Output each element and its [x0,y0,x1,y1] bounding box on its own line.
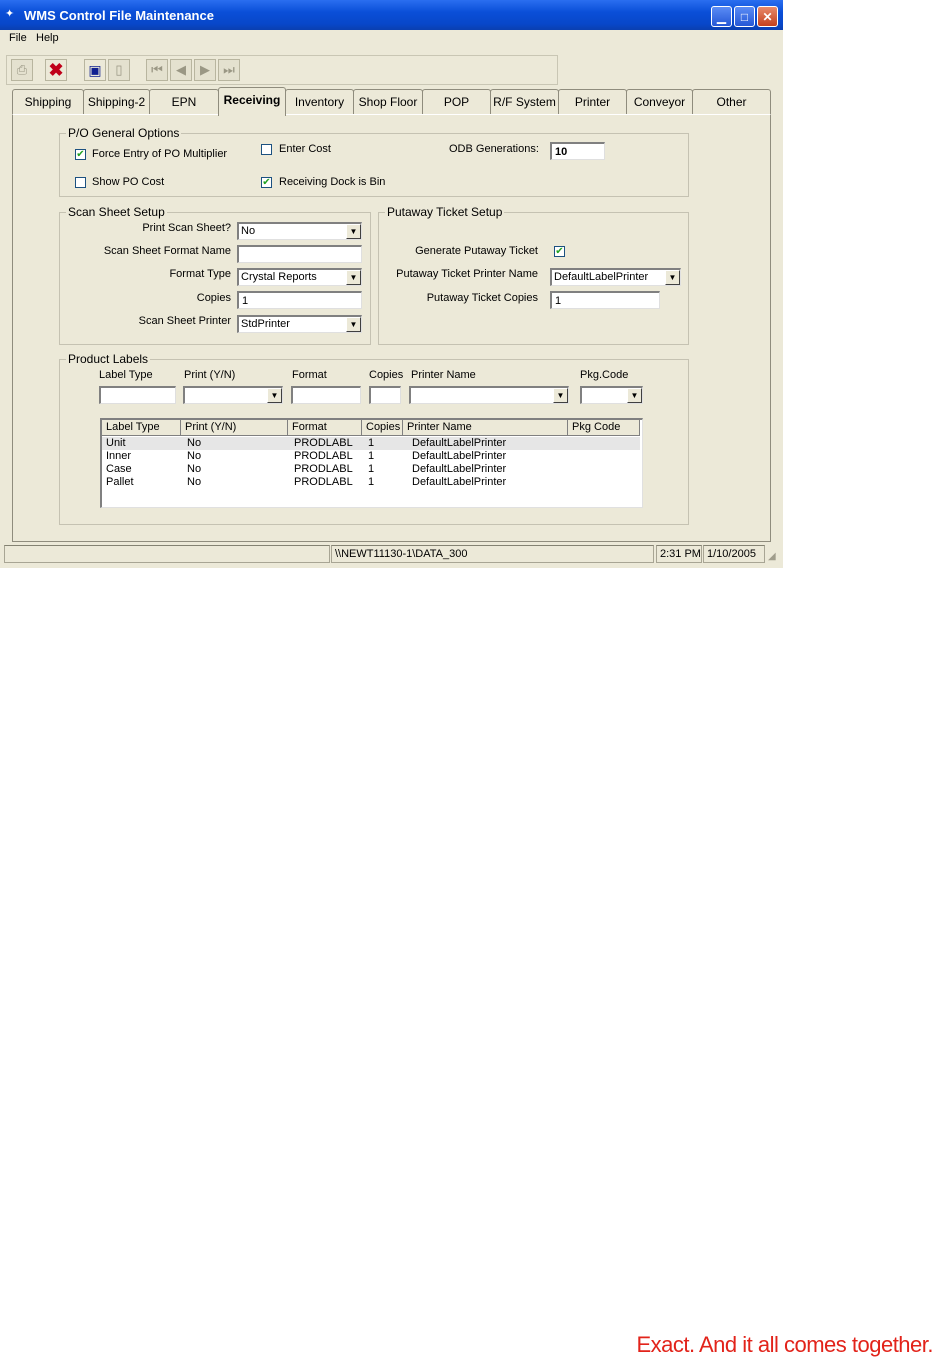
chevron-down-icon[interactable]: ▼ [346,270,361,285]
tab-printer[interactable]: Printer [558,89,627,114]
grid-cell: Unit [106,437,126,449]
label-type-input[interactable] [99,386,176,404]
format-input[interactable] [291,386,361,404]
print-yn-select[interactable] [183,386,283,404]
grid-header-copies[interactable]: Copies [362,420,403,436]
tab-shipping-2[interactable]: Shipping-2 [83,89,150,114]
slogan-text: Exact. And it all comes together. [636,1332,933,1357]
menu-file[interactable]: File [9,32,27,44]
minimize-button[interactable]: ▁ [711,6,732,27]
show-po-cost-checkbox[interactable] [75,177,86,188]
table-row[interactable] [102,476,640,489]
printer-name-select[interactable] [409,386,569,404]
chevron-down-icon[interactable]: ▼ [346,317,361,332]
chevron-down-icon[interactable]: ▼ [346,224,361,239]
copies-header: Copies [369,369,404,381]
product-labels-grid[interactable] [100,418,643,508]
last-record-icon[interactable]: ⏭ [218,59,240,81]
grid-cell: No [187,437,202,449]
scan-sheet-format-name-label: Scan Sheet Format Name [103,245,231,257]
tab-other[interactable]: Other [692,89,771,114]
scan-sheet-setup-title: Scan Sheet Setup [68,205,165,219]
odb-generations-input[interactable]: 10 [550,142,605,160]
status-date: 1/10/2005 [703,545,765,563]
print-scan-sheet-label: Print Scan Sheet? [142,222,231,234]
status-path: \\NEWT11130-1\DATA_300 [331,545,654,563]
putaway-copies-input[interactable]: 1 [550,291,660,309]
show-po-cost-label: Show PO Cost [92,176,165,188]
grid-cell: PRODLABL [294,450,353,462]
table-row[interactable] [102,463,640,476]
table-row[interactable] [102,437,640,450]
grid-cell: No [187,476,202,488]
generate-putaway-label: Generate Putaway Ticket [415,245,538,257]
format-header: Format [292,369,327,381]
grid-cell: 1 [368,476,375,488]
generate-putaway-checkbox[interactable]: ✔ [555,246,564,257]
format-type-select[interactable] [237,268,362,286]
grid-header-format[interactable]: Format [288,420,362,436]
grid-cell: Pallet [106,476,134,488]
status-pane-empty [4,545,330,563]
grid-cell: 1 [368,437,375,449]
putaway-ticket-setup-title: Putaway Ticket Setup [387,205,503,219]
toolbar [6,55,558,85]
grid-cell: PRODLABL [294,463,353,475]
grid-cell: DefaultLabelPrinter [412,450,507,462]
putaway-printer-value: DefaultLabelPrinter [554,271,649,283]
tab-rf-system[interactable]: R/F System [490,89,559,114]
title-bar[interactable] [0,0,783,30]
copy-icon[interactable]: ▯ [108,59,130,81]
scan-sheet-printer-select[interactable] [237,315,362,333]
scan-sheet-printer-value: StdPrinter [241,318,290,330]
copies-input[interactable]: 1 [237,291,362,309]
next-record-icon[interactable]: ▶ [194,59,216,81]
putaway-printer-select[interactable] [550,268,681,286]
delete-icon[interactable]: ✖ [45,59,67,81]
previous-record-icon[interactable]: ◀ [170,59,192,81]
app-window [0,0,783,568]
tab-conveyor[interactable]: Conveyor [626,89,693,114]
print-scan-sheet-value: No [241,225,256,237]
receiving-dock-bin-label: Receiving Dock is Bin [279,176,386,188]
tab-pop[interactable]: POP [422,89,491,114]
pkg-code-select[interactable] [580,386,643,404]
maximize-button[interactable]: □ [734,6,755,27]
po-general-options-title: P/O General Options [68,126,180,140]
copies-grid-input[interactable] [369,386,401,404]
printer-name-header: Printer Name [411,369,476,381]
label-type-header: Label Type [99,369,153,381]
close-button[interactable]: ✕ [757,6,778,27]
grid-cell: DefaultLabelPrinter [412,463,507,475]
chevron-down-icon[interactable]: ▼ [627,388,642,403]
grid-cell: Case [106,463,132,475]
copies-label: Copies [196,292,231,304]
force-entry-label: Force Entry of PO Multiplier [92,148,228,160]
odb-generations-label: ODB Generations: [449,143,539,155]
grid-header-printer-name[interactable]: Printer Name [403,420,568,436]
first-record-icon[interactable]: ⏮ [146,59,168,81]
putaway-printer-label: Putaway Ticket Printer Name [396,268,538,280]
print-yn-header: Print (Y/N) [184,369,236,381]
grid-header-label-type[interactable]: Label Type [102,420,181,436]
table-row[interactable] [102,450,640,463]
print-icon[interactable]: ⎙ [11,59,33,81]
save-icon[interactable]: ▣ [84,59,106,81]
grid-cell: 1 [368,450,375,462]
enter-cost-label: Enter Cost [279,143,331,155]
putaway-copies-label: Putaway Ticket Copies [426,292,538,304]
grid-cell: Inner [106,450,132,462]
scan-sheet-printer-label: Scan Sheet Printer [138,315,231,327]
product-labels-title: Product Labels [68,352,149,366]
grid-cell: 1 [368,463,375,475]
tab-shipping[interactable]: Shipping [12,89,84,114]
menu-help[interactable]: Help [36,32,59,44]
force-entry-checkbox[interactable]: ✔ [76,149,85,160]
window-title: WMS Control File Maintenance [24,8,214,23]
chevron-down-icon[interactable]: ▼ [267,388,282,403]
resize-grip-icon[interactable]: ◢ [768,551,776,562]
chevron-down-icon[interactable]: ▼ [665,270,680,285]
grid-cell: No [187,463,202,475]
tab-epn[interactable]: EPN [149,89,219,114]
scan-sheet-format-name-input[interactable] [237,245,362,263]
enter-cost-checkbox[interactable] [261,144,272,155]
menu-bar [0,30,783,48]
grid-cell: PRODLABL [294,437,353,449]
grid-cell: DefaultLabelPrinter [412,476,507,488]
tab-inventory[interactable]: Inventory [285,89,354,114]
grid-header-print[interactable]: Print (Y/N) [181,420,288,436]
receiving-dock-bin-checkbox[interactable]: ✔ [262,177,271,188]
status-bar [0,543,783,565]
status-time: 2:31 PM [656,545,702,563]
format-type-value: Crystal Reports [241,271,317,283]
format-type-label: Format Type [169,268,231,280]
tab-receiving[interactable]: Receiving [218,87,286,116]
app-icon: ✦ [5,8,15,20]
grid-cell: PRODLABL [294,476,353,488]
chevron-down-icon[interactable]: ▼ [553,388,568,403]
pkg-code-header: Pkg.Code [580,369,629,381]
grid-cell: DefaultLabelPrinter [412,437,507,449]
tab-shop-floor[interactable]: Shop Floor [353,89,423,114]
print-scan-sheet-select[interactable] [237,222,362,240]
grid-cell: No [187,450,202,462]
grid-header-pkg-code[interactable]: Pkg Code [568,420,640,436]
